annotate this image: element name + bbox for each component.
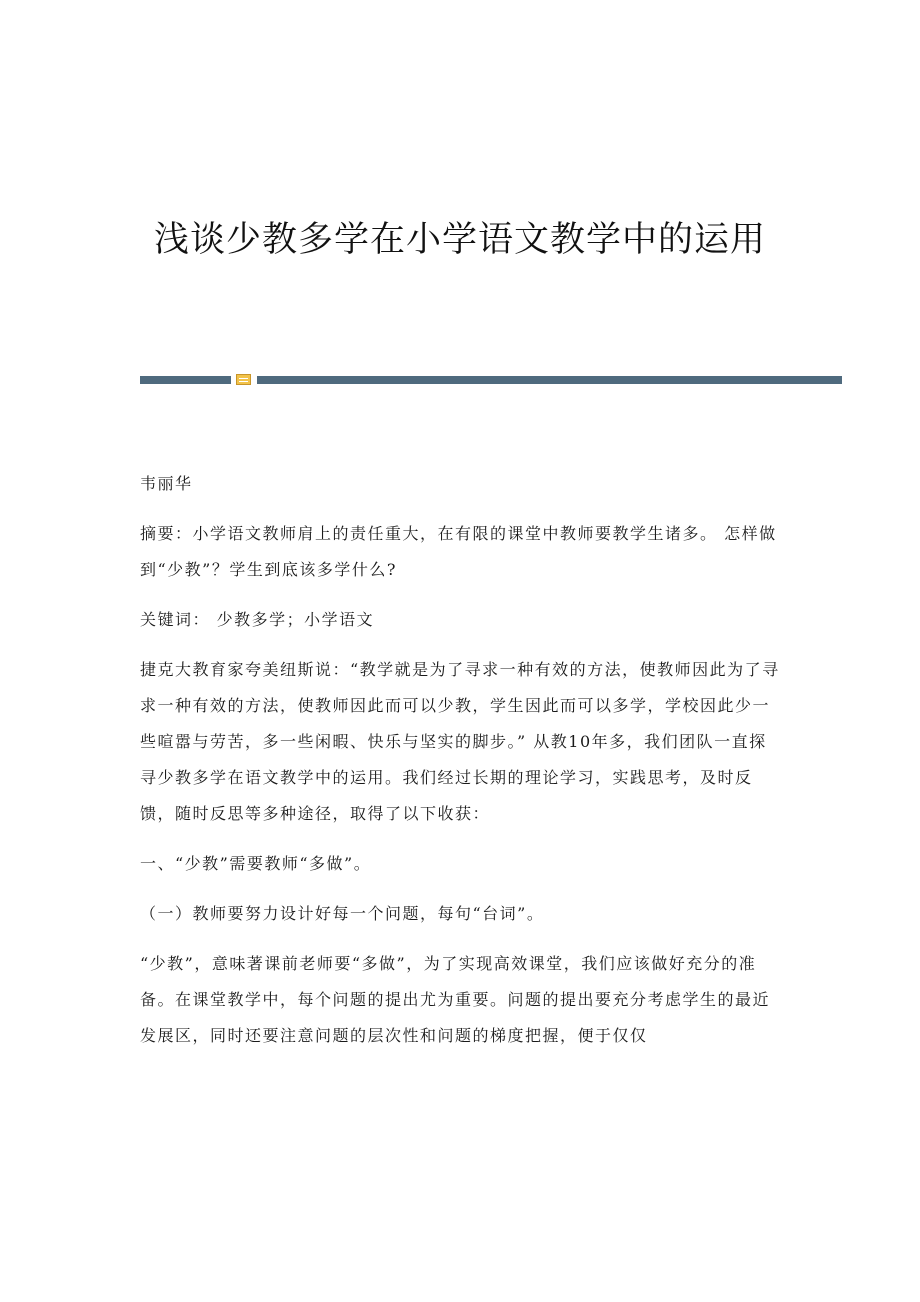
subsection-heading: （一）教师要努力设计好每一个问题，每句“台词”。 (140, 904, 545, 923)
author-name: 韦丽华 (140, 474, 193, 493)
document-title: 浅谈少教多学在小学语文教学中的运用 (153, 220, 766, 260)
divider-bar-right (257, 376, 842, 384)
body-paragraph: 捷克大教育家夸美纽斯说：“教学就是为了寻求一种有效的方法，使教师因此为了寻求一种有效的方法，使教师因此而可以少教，学生因此而可以多学，学校因此少一些喧嚣与劳苦，多一些闲暇、快乐与坚实的脚步。” 从教10年多，我们团队一直探寻少教多学在语文教学中的运用。我们经过长期的理论学习，实践思考，及时反馈，随时反思等多种途径，取得了以下收获： (140, 660, 780, 823)
body-paragraph: “少教”，意味著课前老师要“多做”，为了实现高效课堂，我们应该做好充分的准备。在课堂教学中，每个问题的提出尤为重要。问题的提出要充分考虑学生的最近发展区，同时还要注意问题的层次性和问题的梯度把握，便于仅仅 (140, 954, 771, 1045)
title-divider (140, 374, 842, 384)
document-body (140, 466, 780, 1068)
divider-ornament-icon (236, 374, 251, 385)
abstract: 摘要：小学语文教师肩上的责任重大，在有限的课堂中教师要教学生诸多。 怎样做到“少教”？学生到底该多学什么? (140, 524, 777, 579)
keywords: 关键词： 少教多学；小学语文 (140, 610, 375, 629)
section-heading: 一、“少教”需要教师“多做”。 (140, 854, 372, 873)
divider-bar-left (140, 376, 231, 384)
